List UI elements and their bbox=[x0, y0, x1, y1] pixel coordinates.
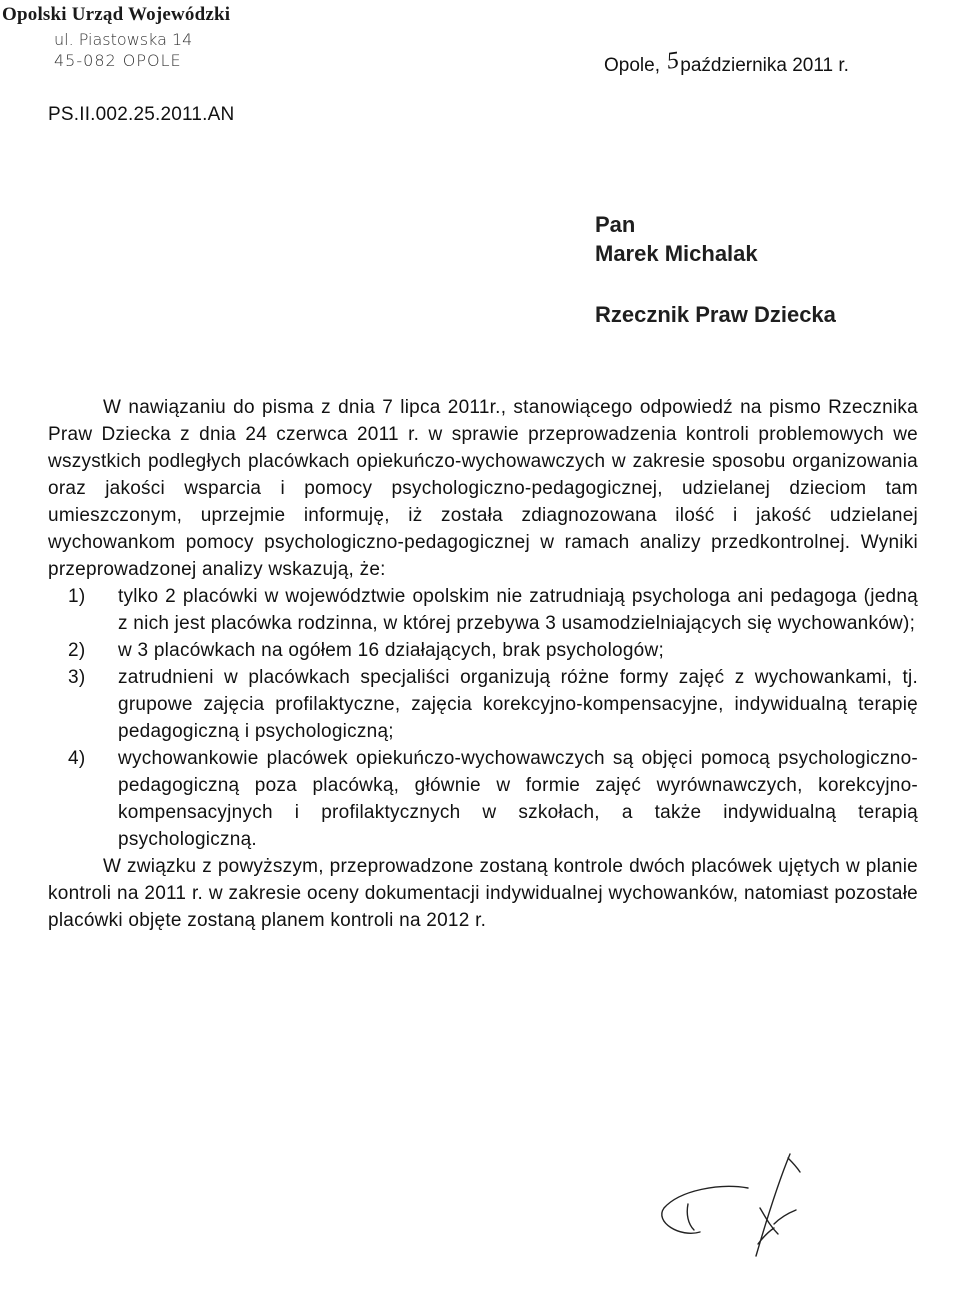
addressee-salutation: Pan bbox=[595, 212, 636, 237]
list-item-text: w 3 placówkach na ogółem 16 działających, brak psychologów; bbox=[118, 640, 664, 661]
intro-paragraph: W nawiązaniu do pisma z dnia 7 lipca 2011r., stanowiącego odpowiedź na pismo Rzecznika Praw Dziecka z dnia 24 czerwca 2011 r. w sprawie przeprowadzenia kontroli problemowych we wszystkich podległych placówkach opiekuńczo-wychowawczych w zakresie sposobu organizowania oraz jakości wsparcia i pomocy psychologiczno-pedagogicznej, udzielanej dzieciom tam umieszczonym, uprzejmie informuję, iż została zdiagnozowana ilość i jakość udzielanej wychowankom pomocy psychologiczno-pedagogicznej w ramach analizy przedkontrolnej. Wyniki przeprowadzonej analizy wskazują, że: bbox=[48, 397, 918, 580]
stamp-street: ul. Piastowska 14 bbox=[54, 30, 193, 49]
list-item-text: zatrudnieni w placówkach specjaliści organizują różne formy zajęć z wychowankami, tj. grupowe zajęcia profilaktyczne, zajęcia korekcyjno-kompensacyjne, indywidualną terapię pedagogiczną i psychologiczną; bbox=[118, 667, 918, 742]
findings-list bbox=[48, 583, 918, 853]
reference-number: PS.II.002.25.2011.AN bbox=[48, 104, 235, 125]
date-place: Opole, bbox=[604, 55, 660, 76]
stamp-organization: Opolski Urząd Wojewódzki bbox=[2, 4, 231, 25]
list-item bbox=[48, 583, 918, 637]
list-item bbox=[48, 745, 918, 853]
date-line bbox=[604, 47, 849, 78]
conclusion-paragraph: W związku z powyższym, przeprowadzone zostaną kontrole dwóch placówek ujętych w planie kontroli na 2011 r. w zakresie oceny dokumentacji indywidualnej wychowanków, natomiast pozostałe placówki objęte zostaną planem kontroli na 2012 r. bbox=[48, 856, 918, 931]
letter-body bbox=[48, 394, 918, 934]
list-item-text: tylko 2 placówki w województwie opolskim nie zatrudniają psychologa ani pedagoga (jedną z nich jest placówka rodzinna, w której przebywa 3 usamodzielniających się wychowanków); bbox=[118, 586, 918, 634]
list-item bbox=[48, 637, 918, 664]
addressee-name: Marek Michalak bbox=[595, 241, 758, 266]
list-item bbox=[48, 664, 918, 745]
addressee-title: Rzecznik Praw Dziecka bbox=[595, 302, 836, 327]
list-item-text: wychowankowie placówek opiekuńczo-wychowawczych są objęci pomocą psychologiczno-pedagogiczną poza placówką, głównie w formie zajęć wyrównawczych, korekcyjno-kompensacyjnych i profilaktycznych w szkołach, a także indywidualną terapią psychologiczną. bbox=[118, 748, 918, 850]
date-day-handwritten: 5 bbox=[665, 47, 681, 75]
list-item-number: 2) bbox=[68, 640, 86, 661]
stamp-city: 45-082 OPOLE bbox=[54, 51, 182, 70]
date-month-year: października 2011 r. bbox=[680, 55, 849, 76]
list-item-number: 4) bbox=[68, 748, 86, 769]
list-item-number: 1) bbox=[68, 586, 86, 607]
handwritten-signature bbox=[640, 1148, 820, 1258]
list-item-number: 3) bbox=[68, 667, 86, 688]
